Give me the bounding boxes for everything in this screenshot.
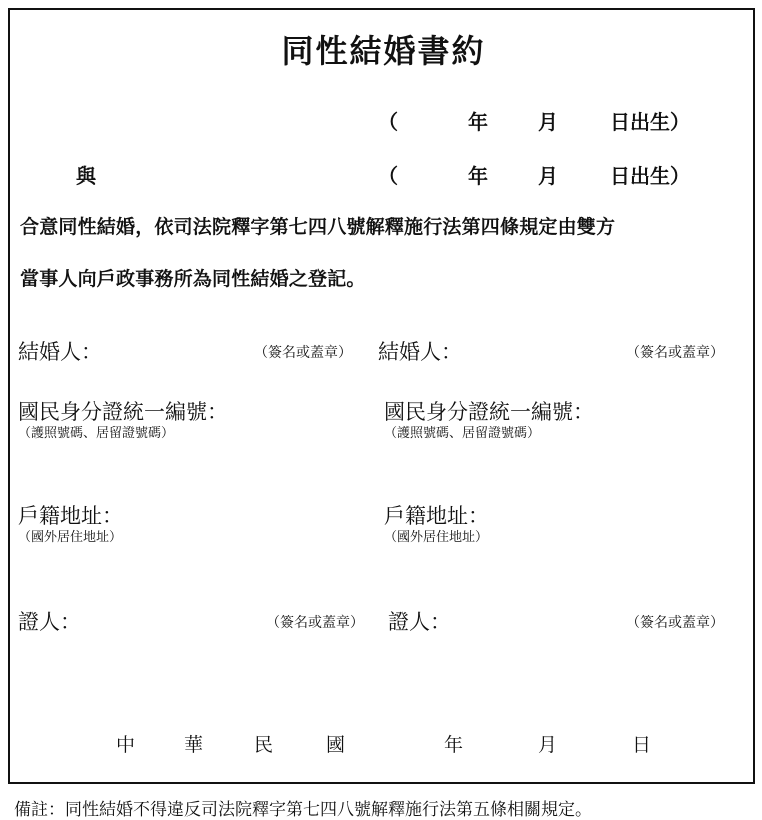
document-title: 同性結婚書約 bbox=[281, 32, 486, 70]
address-left-hint: （國外居住地址） bbox=[18, 530, 123, 545]
spouse-left-label: 結婚人： bbox=[18, 340, 102, 364]
id-number-left-hint: （護照號碼、居留證號碼） bbox=[18, 426, 175, 441]
birth-month: 月 bbox=[538, 110, 558, 134]
date-char-guo: 國 bbox=[326, 734, 346, 756]
date-char-zhong: 中 bbox=[116, 734, 136, 756]
witness-left-sign-hint: （簽名或蓋章） bbox=[266, 615, 364, 631]
witness-left-label: 證人： bbox=[18, 610, 81, 634]
id-number-right-hint: （護照號碼、居留證號碼） bbox=[384, 426, 541, 441]
id-number-left-label: 國民身分證統一編號： bbox=[18, 400, 228, 424]
id-number-right-label: 國民身分證統一編號： bbox=[384, 400, 594, 424]
footnote: 備註：同性結婚不得違反司法院釋字第七四八號解釋施行法第五條相關規定。 bbox=[14, 800, 592, 820]
date-char-hua: 華 bbox=[184, 734, 204, 756]
with-label: 與 bbox=[76, 164, 96, 188]
birth-year: 年 bbox=[468, 164, 488, 188]
birth-day-born: 日出生） bbox=[610, 110, 690, 134]
contract-frame bbox=[8, 8, 755, 784]
birth-month: 月 bbox=[538, 164, 558, 188]
birth-day-born: 日出生） bbox=[610, 164, 690, 188]
date-month: 月 bbox=[538, 734, 558, 756]
address-left-label: 戶籍地址： bbox=[18, 504, 123, 528]
birth-year: 年 bbox=[468, 110, 488, 134]
clause-line-1: 合意同性結婚，依司法院釋字第七四八號解釋施行法第四條規定由雙方 bbox=[20, 216, 616, 238]
date-char-min: 民 bbox=[254, 734, 274, 756]
birth-line-1 bbox=[10, 106, 757, 134]
witness-right-sign-hint: （簽名或蓋章） bbox=[626, 615, 724, 631]
witness-right-label: 證人： bbox=[388, 610, 451, 634]
birth-open-paren: （ bbox=[378, 110, 398, 134]
date-year: 年 bbox=[444, 734, 464, 756]
spouse-right-sign-hint: （簽名或蓋章） bbox=[626, 345, 724, 361]
spouse-right-label: 結婚人： bbox=[378, 340, 462, 364]
date-day: 日 bbox=[632, 734, 652, 756]
birth-open-paren: （ bbox=[378, 164, 398, 188]
spouse-left-sign-hint: （簽名或蓋章） bbox=[254, 345, 352, 361]
address-right-hint: （國外居住地址） bbox=[384, 530, 489, 545]
birth-line-2 bbox=[10, 160, 757, 188]
clause-line-2: 當事人向戶政事務所為同性結婚之登記。 bbox=[20, 268, 366, 290]
address-right-label: 戶籍地址： bbox=[384, 504, 489, 528]
